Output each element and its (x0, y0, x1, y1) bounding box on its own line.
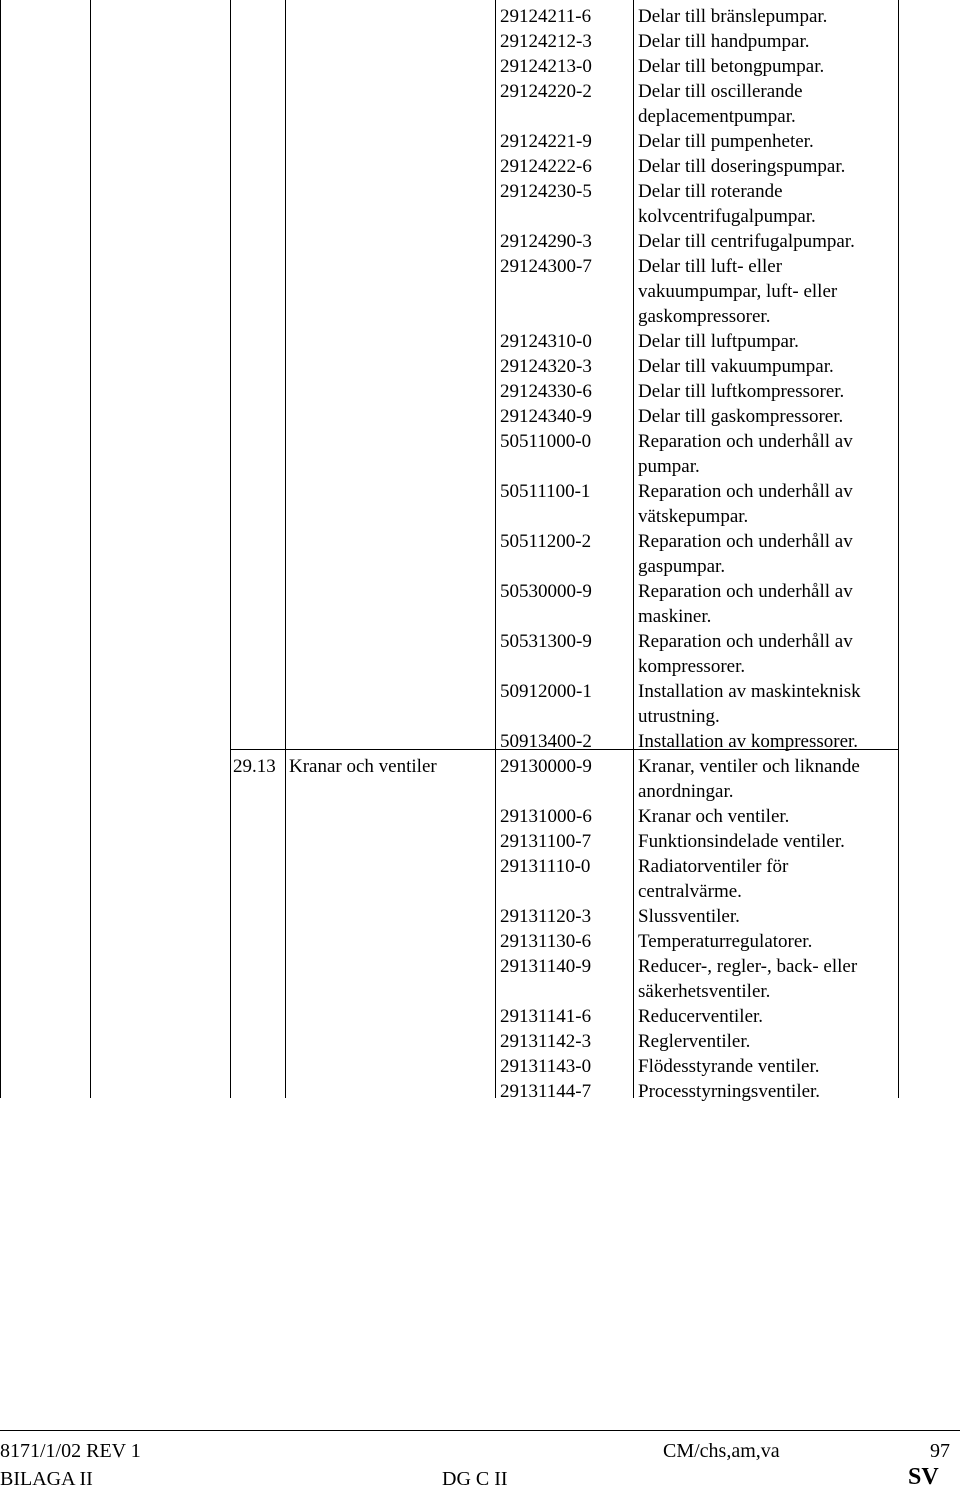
cpv-code: 29131142-3 (500, 1031, 592, 1052)
cpv-code: 29131141-6 (500, 1006, 592, 1027)
cpv-code: 29124212-3 (500, 31, 592, 52)
cpv-description-line: Reglerventiler. (638, 1031, 751, 1052)
cpv-description-line: Delar till betongpumpar. (638, 56, 825, 77)
cpv-description-line: Installation av kompressorer. (638, 731, 859, 752)
cpv-code: 50511000-0 (500, 431, 592, 452)
cpv-description-line: Flödesstyrande ventiler. (638, 1056, 820, 1077)
footer-page-number: 97 (930, 1440, 950, 1462)
cpv-code: 29131100-7 (500, 831, 592, 852)
cpv-code: 29124330-6 (500, 381, 592, 402)
cpv-description-line: kompressorer. (638, 656, 746, 677)
cpv-description-line: centralvärme. (638, 881, 742, 902)
footer-authors: CM/chs,am,va (663, 1440, 780, 1462)
cpv-description-line: gaspumpar. (638, 556, 726, 577)
cpv-description-line: säkerhetsventiler. (638, 981, 771, 1002)
cpv-description-line: Reducer-, regler-, back- eller (638, 956, 858, 977)
cpv-code: 29131110-0 (500, 856, 591, 877)
cpv-description-line: Processtyrningsventiler. (638, 1081, 821, 1102)
cpv-code: 29131000-6 (500, 806, 592, 827)
cpv-code: 29124340-9 (500, 406, 592, 427)
cpv-description-line: Kranar och ventiler. (638, 806, 790, 827)
cpv-description-line: Funktionsindelade ventiler. (638, 831, 845, 852)
cpv-code: 29124230-5 (500, 181, 592, 202)
cpv-description-line: Delar till pumpenheter. (638, 131, 814, 152)
footer-dg: DG C II (442, 1468, 508, 1490)
cpv-description-line: Temperaturregulatorer. (638, 931, 813, 952)
cpv-code: 29124290-3 (500, 231, 592, 252)
column-divider-2 (230, 0, 231, 1098)
cpv-code: 29131143-0 (500, 1056, 592, 1077)
cpv-code: 50511100-1 (500, 481, 591, 502)
cpv-description-line: vätskepumpar. (638, 506, 749, 527)
cpv-description-line: vakuumpumpar, luft- eller (638, 281, 838, 302)
column-divider-4 (495, 0, 496, 1098)
cpv-code: 29124222-6 (500, 156, 592, 177)
column-divider-5 (633, 0, 634, 1098)
footer-rule (0, 1430, 960, 1431)
cpv-description-line: Delar till centrifugalpumpar. (638, 231, 855, 252)
cpv-description-line: pumpar. (638, 456, 700, 477)
cpv-description-line: Delar till luftpumpar. (638, 331, 799, 352)
page-footer (0, 1430, 960, 1493)
cpv-description-line: deplacementpumpar. (638, 106, 796, 127)
column-divider-1 (90, 0, 91, 1098)
cpv-description-line: Reparation och underhåll av (638, 431, 853, 452)
cpv-description-line: Delar till handpumpar. (638, 31, 810, 52)
cpv-description-line: Delar till oscillerande (638, 81, 803, 102)
cpv-code: 50511200-2 (500, 531, 592, 552)
cpv-description-line: Delar till gaskompressorer. (638, 406, 844, 427)
cpv-description-line: Reducerventiler. (638, 1006, 764, 1027)
cpv-code: 50912000-1 (500, 681, 592, 702)
section-number: 29.13 (233, 756, 276, 777)
footer-doc-ref: 8171/1/02 REV 1 (0, 1440, 141, 1462)
cpv-code: 29124221-9 (500, 131, 592, 152)
cpv-code: 29131140-9 (500, 956, 592, 977)
cpv-description-line: Reparation och underhåll av (638, 481, 853, 502)
cpv-description-line: Delar till bränslepumpar. (638, 6, 828, 27)
cpv-code: 29131144-7 (500, 1081, 592, 1102)
cpv-code: 29130000-9 (500, 756, 592, 777)
cpv-code: 29124310-0 (500, 331, 592, 352)
cpv-description-line: kolvcentrifugalpumpar. (638, 206, 816, 227)
cpv-description-line: gaskompressorer. (638, 306, 771, 327)
cpv-description-line: Slussventiler. (638, 906, 740, 927)
cpv-description-line: Reparation och underhåll av (638, 631, 853, 652)
cpv-code: 29131130-6 (500, 931, 592, 952)
cpv-description-line: Delar till doseringspumpar. (638, 156, 846, 177)
cpv-code: 29124211-6 (500, 6, 592, 27)
cpv-description-line: Reparation och underhåll av (638, 581, 853, 602)
cpv-description-line: Delar till vakuumpumpar. (638, 356, 834, 377)
section-name: Kranar och ventiler (289, 756, 437, 777)
cpv-description-line: Installation av maskinteknisk (638, 681, 861, 702)
cpv-code: 29131120-3 (500, 906, 592, 927)
footer-language: SV (908, 1464, 939, 1490)
footer-annex: BILAGA II (0, 1468, 93, 1490)
cpv-description-line: Delar till roterande (638, 181, 783, 202)
cpv-code: 50913400-2 (500, 731, 592, 752)
column-divider-3 (285, 0, 286, 1098)
cpv-code: 29124300-7 (500, 256, 592, 277)
cpv-code: 50531300-9 (500, 631, 592, 652)
cpv-code: 29124320-3 (500, 356, 592, 377)
cpv-description-line: Reparation och underhåll av (638, 531, 853, 552)
cpv-description-line: Delar till luftkompressorer. (638, 381, 845, 402)
cpv-description-line: Radiatorventiler för (638, 856, 789, 877)
table-border-right (898, 0, 899, 1098)
cpv-code: 50530000-9 (500, 581, 592, 602)
cpv-code: 29124213-0 (500, 56, 592, 77)
cpv-description-line: Delar till luft- eller (638, 256, 783, 277)
cpv-description-line: Kranar, ventiler och liknande (638, 756, 860, 777)
table-border-left (0, 0, 1, 1098)
cpv-description-line: maskiner. (638, 606, 712, 627)
cpv-description-line: utrustning. (638, 706, 720, 727)
cpv-description-line: anordningar. (638, 781, 734, 802)
cpv-code: 29124220-2 (500, 81, 592, 102)
